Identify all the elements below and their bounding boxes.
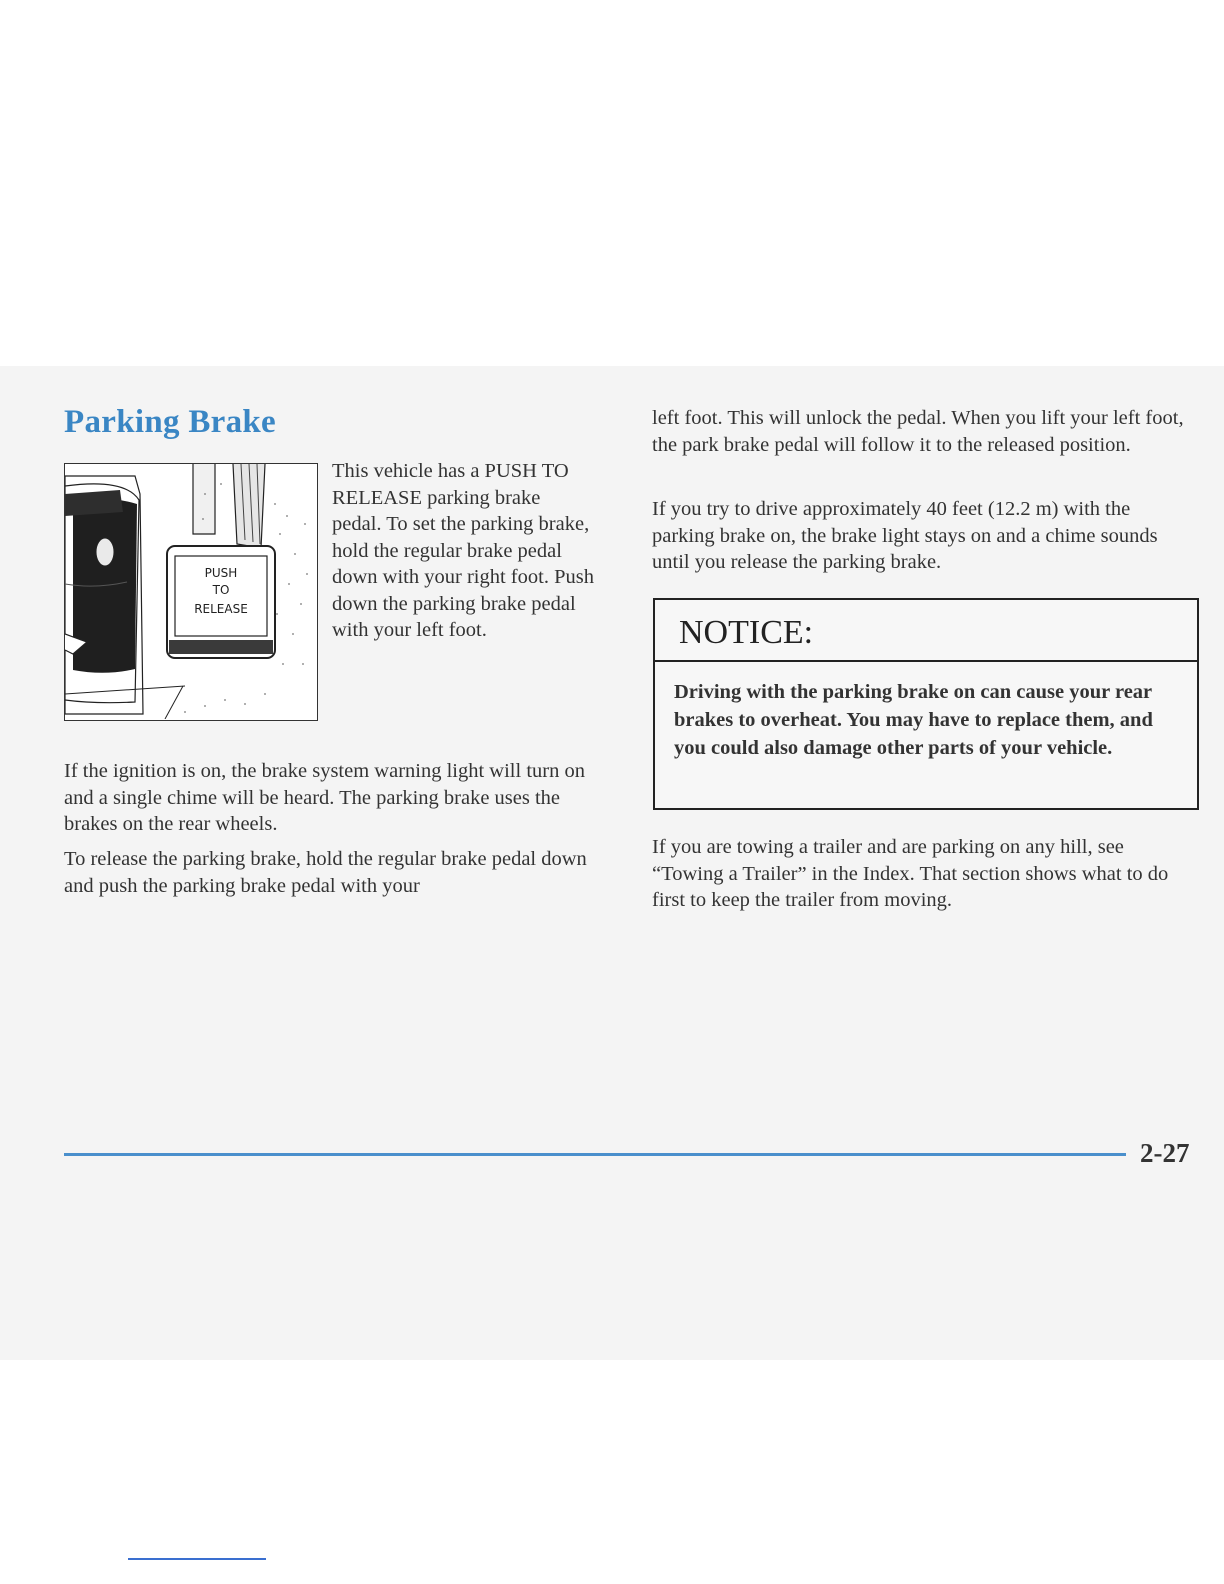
notice-heading: NOTICE: xyxy=(655,600,1197,662)
footer-link-underline xyxy=(128,1558,266,1560)
continue-paragraph: left foot. This will unlock the pedal. When you lift your left foot, the park brake pedal will follow it to the released position. xyxy=(652,407,1184,456)
release-paragraph: To release the parking brake, hold the regular brake pedal down and push the parking brake pedal with your xyxy=(64,848,587,897)
page-title: Parking Brake xyxy=(64,404,276,440)
towing-paragraph: If you are towing a trailer and are parking on any hill, see “Towing a Trailer” in the Index. That section shows what to do first to keep the trailer from moving. xyxy=(652,836,1169,911)
parking-brake-illustration xyxy=(64,463,318,721)
intro-paragraph: This vehicle has a PUSH TO RELEASE parking brake pedal. To set the parking brake, hold the regular brake pedal down with your right foot. Push down the parking brake pedal with your left foot. xyxy=(332,460,594,641)
page-number: 2-27 xyxy=(1140,1138,1190,1168)
ignition-paragraph: If the ignition is on, the brake system warning light will turn on and a single chime will be heard. The parking brake uses the brakes on the rear wheels. xyxy=(64,760,585,835)
notice-box xyxy=(653,598,1199,810)
pedal-label-line2: TO xyxy=(212,583,230,597)
footer-rule xyxy=(64,1153,1126,1156)
notice-body: Driving with the parking brake on can cause your rear brakes to overheat. You may have to replace them, and you could also damage other parts of your vehicle. xyxy=(674,681,1153,759)
pedal-label-line1: PUSH xyxy=(204,566,238,580)
drive-warning-paragraph: If you try to drive approximately 40 feet (12.2 m) with the parking brake on, the brake light stays on and a chime sounds until you release the parking brake. xyxy=(652,498,1158,573)
pedal-label-line3: RELEASE xyxy=(194,602,248,616)
